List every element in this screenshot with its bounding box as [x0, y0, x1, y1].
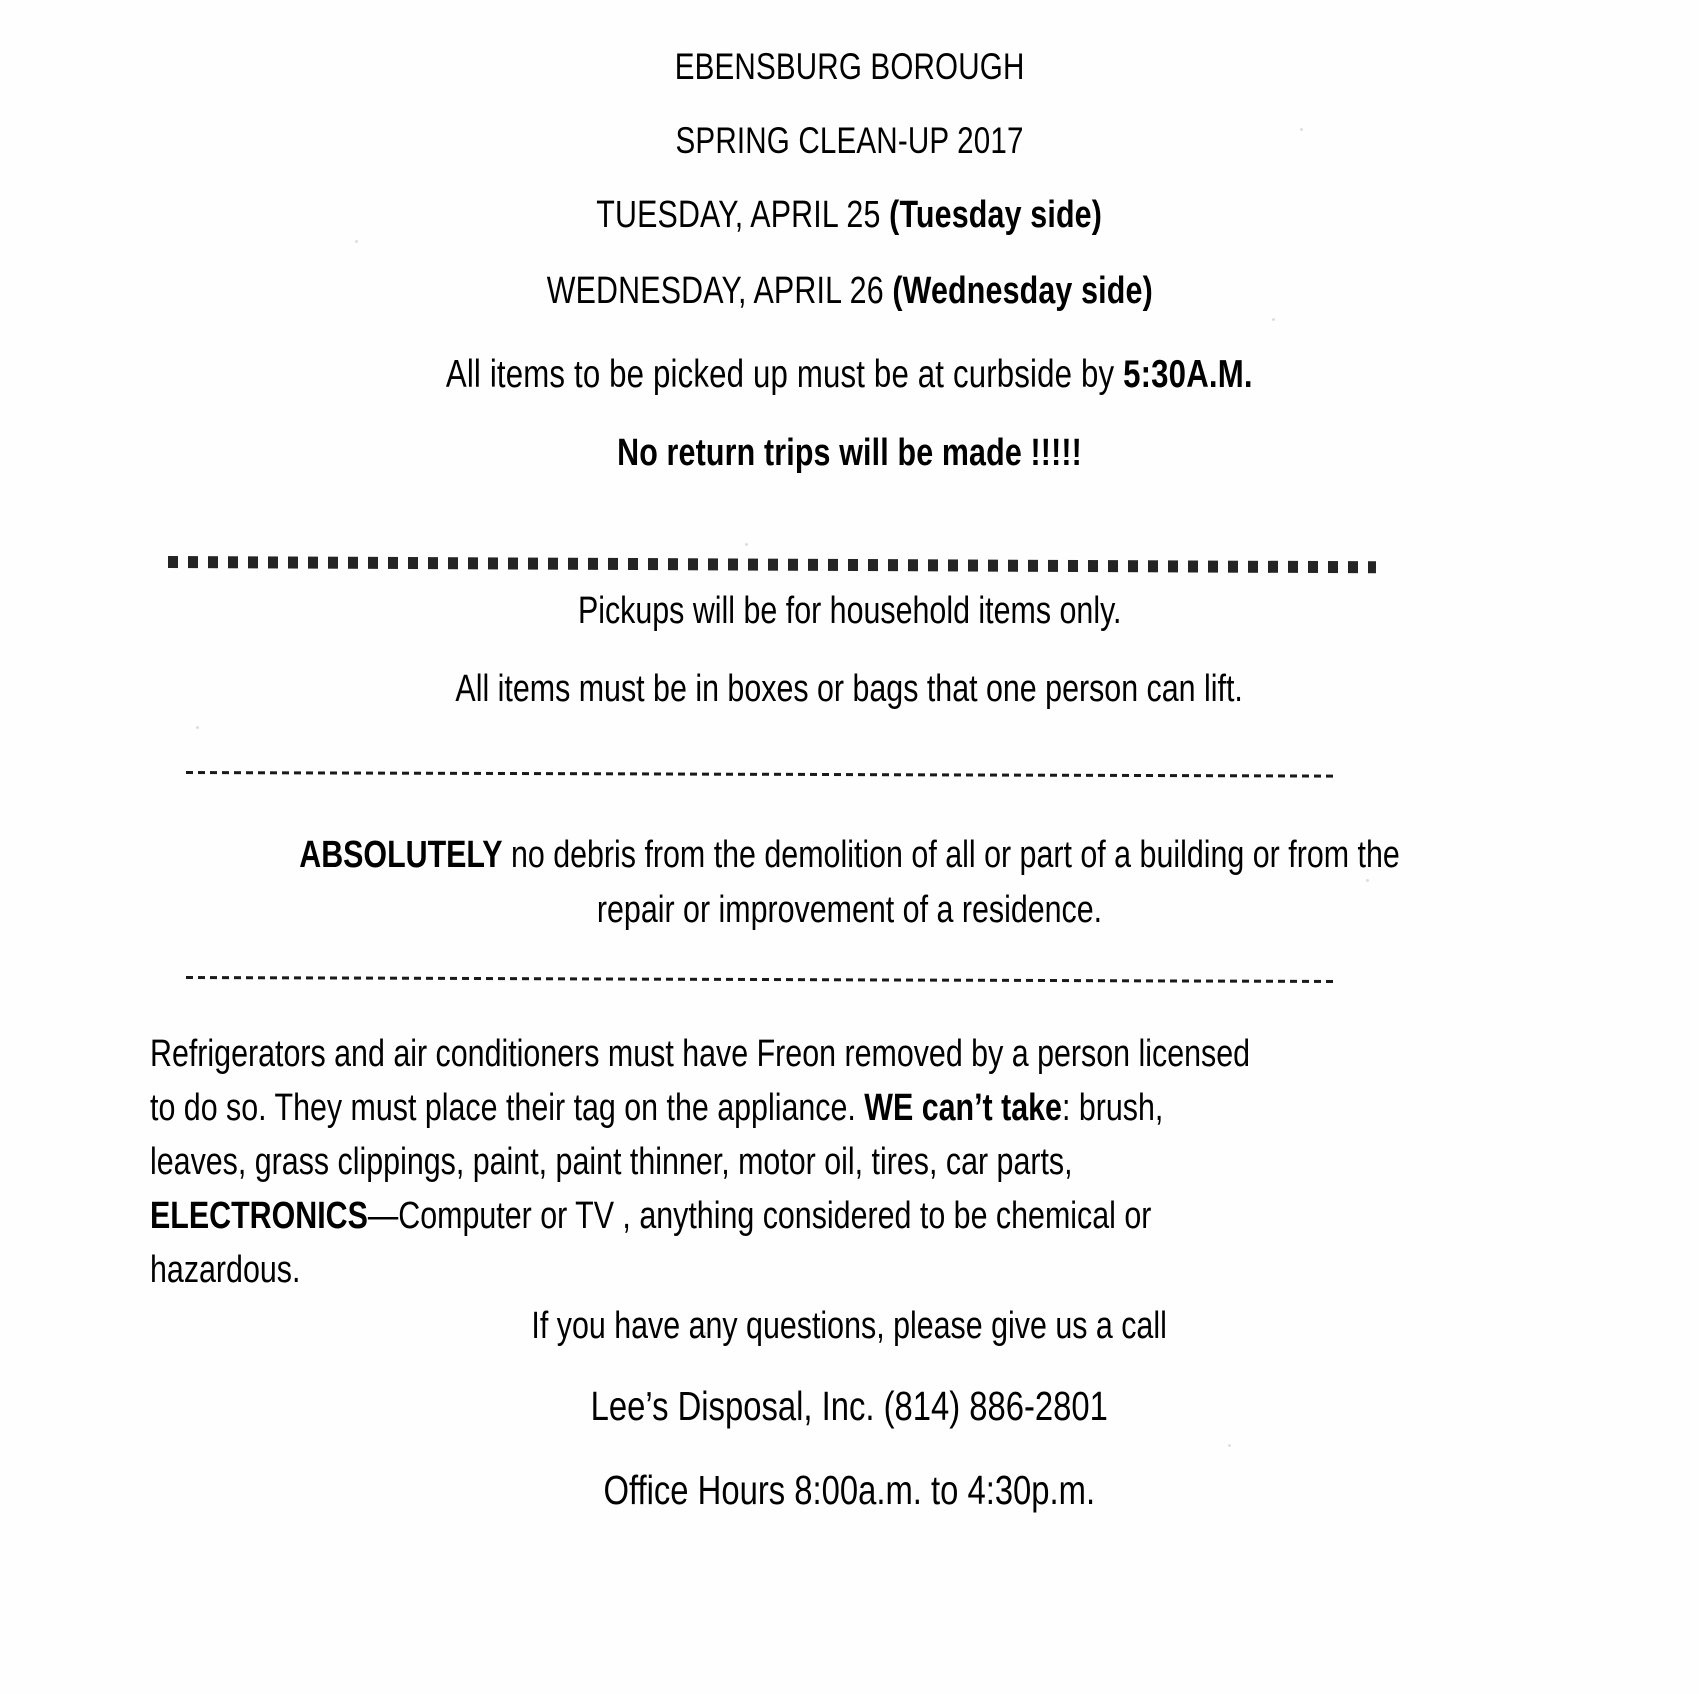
absolutely-emphasis: ABSOLUTELY [299, 834, 503, 876]
scan-speck [196, 726, 199, 729]
cant-take-first-items: : brush, [1061, 1086, 1164, 1129]
office-hours-text: Office Hours 8:00a.m. to 4:30p.m. [603, 1467, 1096, 1513]
curbside-text: All items to be picked up must be at curbside by [446, 353, 1124, 396]
we-cant-take-emphasis: WE can’t take [864, 1086, 1062, 1129]
organization-title [0, 48, 1699, 85]
event-title [0, 122, 1699, 159]
hazardous-line [150, 1244, 1380, 1298]
demolition-debris-text: no debris from the demolition of all or part of a building or from the repair or improvement of a residence. [502, 834, 1400, 932]
disposal-company-text: Lee’s Disposal, Inc. (814) 886-2801 [590, 1383, 1109, 1429]
wednesday-side-label: (Wednesday side) [892, 270, 1153, 312]
pickup-day-wednesday [0, 272, 1699, 310]
curbside-time-inner [446, 355, 1253, 394]
appliance-tag-text: to do so. They must place their tag on the appliance. [150, 1086, 865, 1129]
no-return-trips-text: No return trips will be made !!!!! [617, 432, 1082, 474]
scan-speck [1272, 318, 1275, 321]
scan-speck [745, 543, 748, 546]
scan-speck [1300, 128, 1303, 131]
tag-and-cant-take-inner [150, 1082, 1163, 1136]
curbside-time-notice [0, 355, 1699, 394]
dashed-divider-bottom [186, 976, 1336, 983]
scan-speck [1228, 1444, 1231, 1447]
curbside-time-value: 5:30A.M. [1123, 353, 1253, 396]
dashed-divider-top [186, 771, 1336, 778]
pickup-day-tuesday [0, 196, 1699, 234]
prohibited-items-paragraph [150, 1028, 1380, 1298]
pickup-day-tuesday-inner [597, 196, 1103, 234]
no-return-trips-notice [0, 434, 1699, 472]
electronics-line [150, 1190, 1380, 1244]
boxes-or-bags-notice [0, 670, 1699, 708]
tag-and-cant-take-line [150, 1082, 1380, 1136]
scan-speck [704, 1332, 707, 1335]
boxes-or-bags-text: All items must be in boxes or bags that one person can lift. [455, 668, 1244, 710]
dotted-divider-dots [168, 556, 1376, 573]
tuesday-date-text: TUESDAY, APRIL 25 [596, 194, 890, 236]
demolition-debris-restriction [140, 828, 1559, 938]
prohibited-items-line [150, 1136, 1380, 1190]
organization-title-text: EBENSBURG BOROUGH [674, 46, 1025, 87]
freon-line-text: Refrigerators and air conditioners must have Freon removed by a person licensed [150, 1033, 1251, 1075]
electronics-detail-text: —Computer or TV , anything considered to be chemical or [367, 1194, 1152, 1237]
disposal-company-contact [0, 1383, 1699, 1429]
event-title-text: SPRING CLEAN-UP 2017 [675, 120, 1024, 161]
dotted-divider [168, 556, 1376, 575]
questions-prompt [0, 1307, 1699, 1345]
wednesday-date-text: WEDNESDAY, APRIL 26 [546, 270, 893, 312]
demolition-debris-inner [282, 828, 1417, 938]
tuesday-side-label: (Tuesday side) [889, 194, 1103, 236]
questions-prompt-text: If you have any questions, please give us a call [531, 1305, 1168, 1347]
hazardous-text: hazardous. [150, 1248, 301, 1291]
prohibited-items-text: leaves, grass clippings, paint, paint thinner, motor oil, tires, car parts, [150, 1140, 1073, 1183]
freon-line [150, 1028, 1380, 1082]
electronics-inner [150, 1190, 1151, 1244]
household-items-text: Pickups will be for household items only. [577, 590, 1122, 632]
household-items-notice [0, 592, 1699, 630]
office-hours [0, 1467, 1699, 1513]
pickup-day-wednesday-inner [546, 272, 1152, 310]
scan-speck [355, 240, 358, 243]
scan-speck [1148, 1040, 1151, 1043]
scan-speck [1366, 879, 1369, 882]
electronics-emphasis: ELECTRONICS [150, 1194, 368, 1237]
